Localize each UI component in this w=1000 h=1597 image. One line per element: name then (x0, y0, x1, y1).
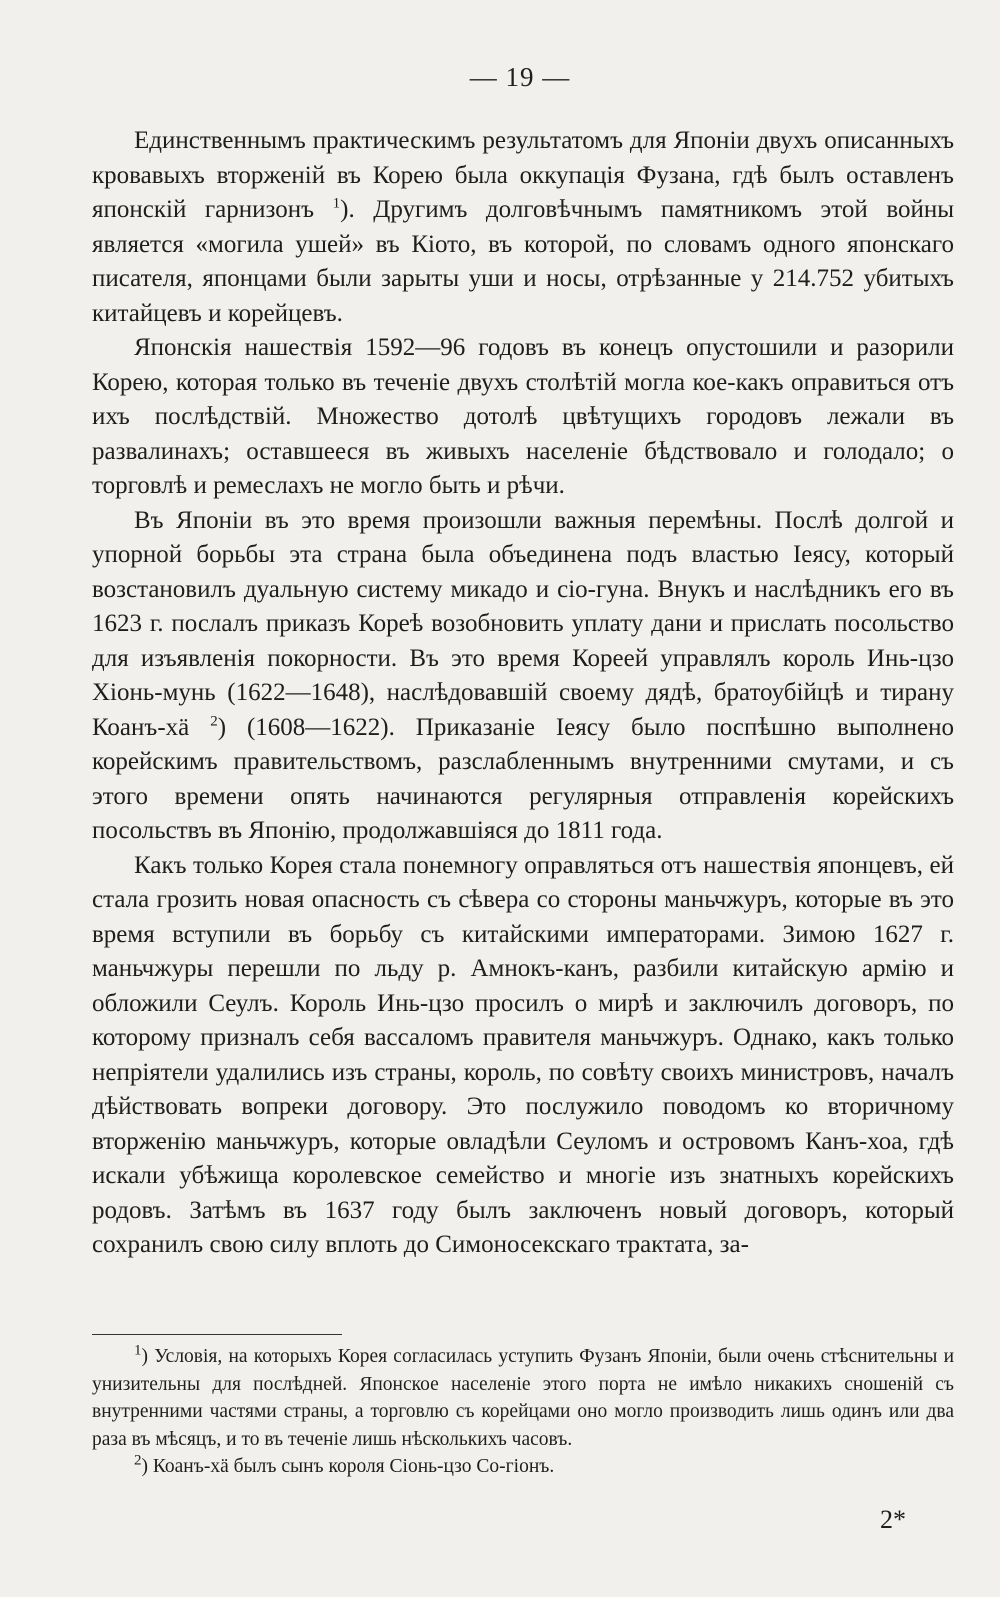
footnote-ref: 2 (210, 713, 218, 730)
signature-mark: 2* (880, 1505, 906, 1534)
paragraph (92, 331, 954, 504)
paragraph-text: ) (1608—1622). Приказаніе Іеясу было поспѣшно выполнено корейскимъ правительствомъ, разслабленнымъ внутренними смутами, и съ этого времени опять начинаются регулярныя отправленія корейскихъ посольствъ въ Японію, продолжавшіяся до 1811 года. (92, 713, 955, 844)
body-text (92, 124, 954, 1263)
footnote-ref: 1 (332, 195, 341, 212)
paragraph-text: Въ Японіи въ это время произошли важныя перемѣны. Послѣ долгой и упорной борьбы эта страна была объединена подъ властью Іеясу, который возстановилъ дуальную систему микадо и сіо-гуна. Внукъ и наслѣдникъ его въ 1623 г. послалъ приказъ Кореѣ возобновить уплату дани и прислать посольство для изъявленія покорности. Въ это время Кореей управлялъ король Инь-цзо Хіонь-мунь (1622—1648), наслѣдовавшій своему дядѣ, братоубійцѣ и тирану Коанъ-хä (92, 506, 954, 741)
paragraph (92, 849, 954, 1263)
footnote (92, 1453, 954, 1481)
footnote-text: ) Коанъ-хä былъ сынъ короля Сіонь-цзо Со-гіонъ. (141, 1456, 555, 1477)
footnotes (92, 1343, 954, 1481)
footnote-divider (92, 1334, 342, 1335)
footnote-marker: 1 (134, 1342, 142, 1359)
footnote-text: ) Условія, на которыхъ Корея согласилась уступить Фузанъ Японіи, были очень стѣснительны и унизительны для послѣдней. Японское населеніе этого порта не имѣло никакихъ сношеній съ внутренними частями страны, а торговлю съ корейцами оно могло производить лишь одинъ или два раза въ мѣсяцъ, и то въ теченіе лишь нѣсколькихъ часовъ. (92, 1346, 954, 1450)
paragraph (92, 504, 954, 849)
footnote-marker: 2 (134, 1452, 142, 1469)
paragraph-text: Единственнымъ практическимъ результатомъ для Японіи двухъ описанныхъ кровавыхъ вторженій въ Корею была оккупація Фузана, гдѣ былъ оставленъ японскій гарнизонъ (92, 127, 954, 223)
paragraph-text: Японскія нашествія 1592—96 годовъ въ конецъ опустошили и разорили Корею, которая только въ теченіе двухъ столѣтій могла кое-какъ оправиться отъ ихъ послѣдствій. Множество дотолѣ цвѣтущихъ городовъ лежали въ развалинахъ; оставшееся въ живыхъ населеніе бѣдствовало и голодало; о торговлѣ и ремеслахъ не могло быть и рѣчи. (92, 334, 954, 499)
paragraph-text: ). Другимъ долговѣчнымъ памятникомъ этой войны является «могила ушей» въ Кіото, въ которой, по словамъ одного японскаго писателя, японцами были зарыты уши и носы, отрѣзанные у 214.752 убитыхъ китайцевъ и корейцевъ. (92, 196, 955, 327)
page-number: — 19 — (469, 62, 571, 92)
paragraph (92, 124, 954, 331)
paragraph-text: Какъ только Корея стала понемногу оправляться отъ нашествія японцевъ, ей стала грозить новая опасность съ сѣвера со стороны маньчжуръ, которые въ это время вступили въ борьбу съ китайскими императорами. Зимою 1627 г. маньчжуры перешли по льду р. Амнокъ-канъ, разбили китайскую армію и обложили Сеулъ. Король Инь-цзо просилъ о мирѣ и заключилъ договоръ, по которому призналъ себя вассаломъ правителя маньчжуръ. Однако, какъ только непріятели удалились изъ страны, король, по совѣту своихъ министровъ, началъ дѣйствовать вопреки договору. Это послужило поводомъ ко вторичному вторженію маньчжуръ, которые овладѣли Сеуломъ и островомъ Канъ-хоа, гдѣ искали убѣжища королевское семейство и многіе изъ знатныхъ корейскихъ родовъ. Затѣмъ въ 1637 году былъ заключенъ новый договоръ, который сохранилъ свою силу вплоть до Симоносекскаго трактата, за- (92, 851, 954, 1258)
footnote (92, 1343, 954, 1453)
